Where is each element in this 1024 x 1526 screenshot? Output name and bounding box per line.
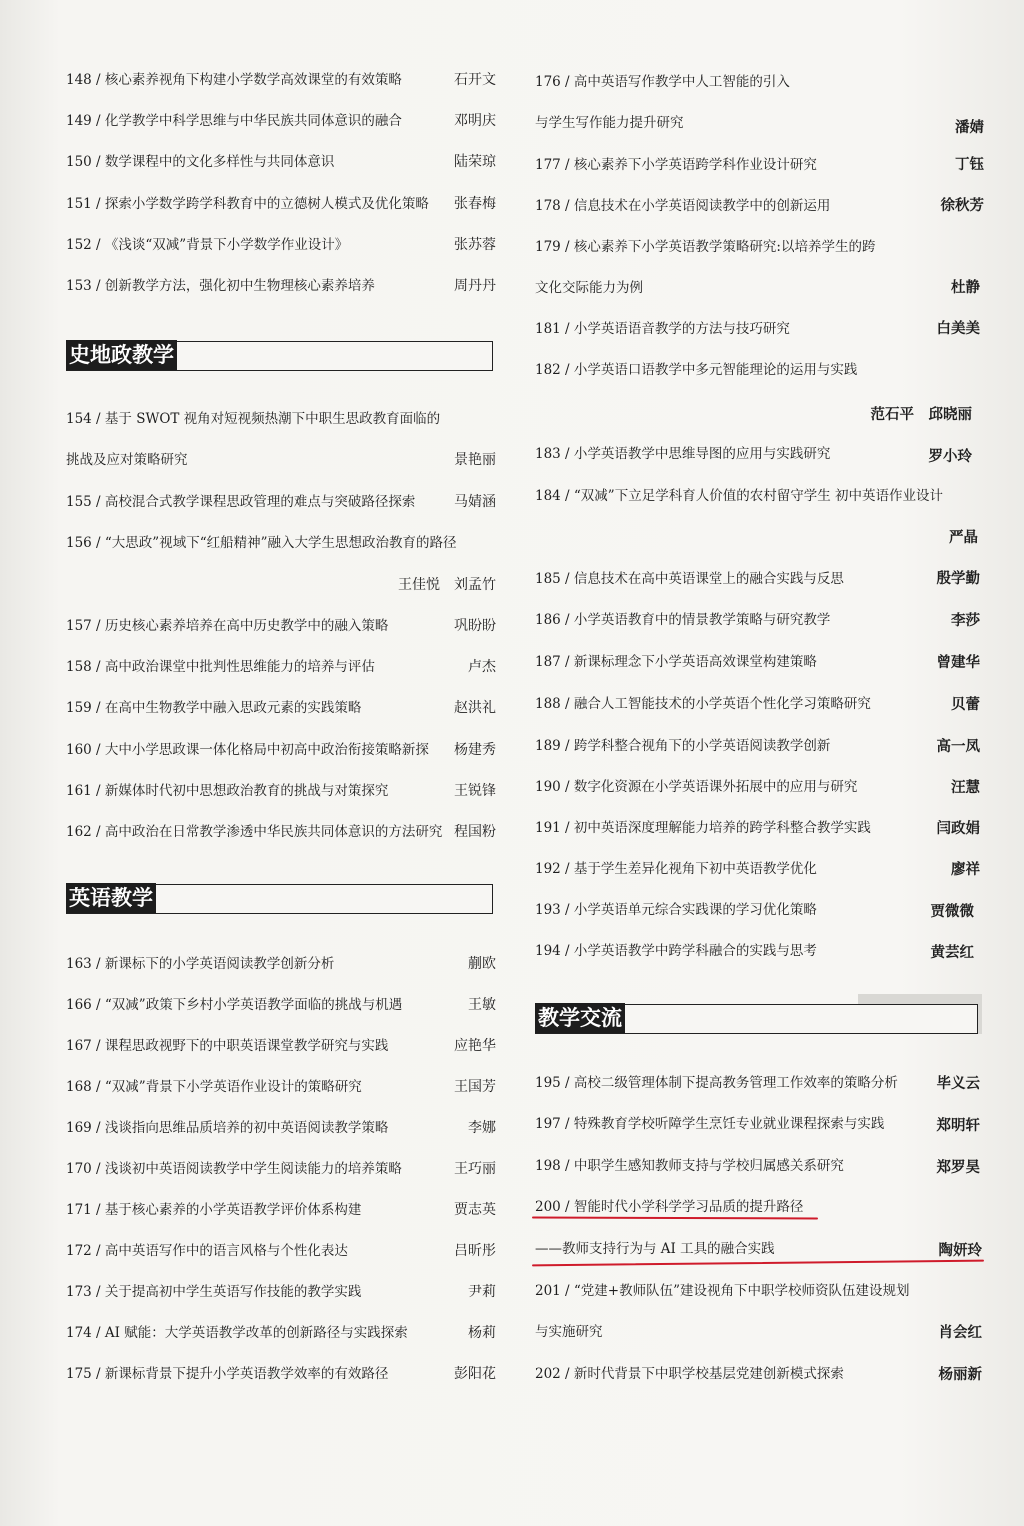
toc-entry[interactable]: 157 / 历史核心素养培养在高中历史教学中的融入策略	[66, 618, 389, 634]
toc-entry[interactable]: 175 / 新课标背景下提升小学英语教学效率的有效路径	[66, 1366, 389, 1382]
toc-author: 陶妍玲	[938, 1242, 982, 1259]
toc-entry[interactable]: 194 / 小学英语教学中跨学科融合的实践与思考	[535, 943, 817, 959]
toc-entry[interactable]: 158 / 高中政治课堂中批判性思维能力的培养与评估	[66, 659, 375, 675]
toc-entry[interactable]: 172 / 高中英语写作中的语言风格与个性化表达	[66, 1243, 348, 1259]
toc-entry[interactable]: 201 / “党建+教师队伍”建设视角下中职学校师资队伍建设规划	[535, 1283, 910, 1299]
toc-entry[interactable]: 151 / 探索小学数学跨学科教育中的立德树人模式及优化策略	[66, 196, 429, 212]
toc-entry[interactable]: 177 / 核心素养下小学英语跨学科作业设计研究	[535, 157, 817, 173]
section-header-history	[66, 341, 493, 371]
toc-author: 石开文	[454, 72, 496, 88]
toc-author: 杨莉	[468, 1325, 496, 1341]
toc-author: 严晶	[949, 529, 978, 546]
section-header-exchange	[535, 1004, 978, 1034]
toc-entry[interactable]: 174 / AI 赋能：大学英语教学改革的创新路径与实践探索	[66, 1325, 408, 1341]
toc-entry[interactable]: 与学生写作能力提升研究	[535, 115, 684, 131]
toc-entry[interactable]: 188 / 融合人工智能技术的小学英语个性化学习策略研究	[535, 696, 871, 712]
toc-entry[interactable]: 198 / 中职学生感知教师支持与学校归属感关系研究	[535, 1158, 844, 1174]
toc-entry[interactable]: 181 / 小学英语语音教学的方法与技巧研究	[535, 321, 790, 337]
toc-author: 赵洪礼	[454, 700, 496, 716]
toc-entry[interactable]: 155 / 高校混合式教学课程思政管理的难点与突破路径探索	[66, 494, 416, 510]
toc-entry[interactable]: 挑战及应对策略研究	[66, 452, 188, 468]
toc-author: 杨建秀	[454, 742, 496, 758]
toc-entry[interactable]: 162 / 高中政治在日常教学渗透中华民族共同体意识的方法研究	[66, 824, 443, 840]
toc-author: 郑罗昊	[936, 1159, 980, 1176]
section-title: 史地政教学	[66, 340, 177, 370]
toc-author: 李莎	[951, 612, 980, 629]
toc-entry[interactable]: 152 / 《浅谈“双减”背景下小学数学作业设计》	[66, 237, 349, 253]
toc-author: 张春梅	[454, 196, 496, 212]
toc-author: 徐秋芳	[940, 197, 984, 214]
toc-entry[interactable]: 166 / “双减”政策下乡村小学英语教学面临的挑战与机遇	[66, 997, 403, 1013]
toc-author: 曾建华	[936, 654, 980, 671]
toc-entry[interactable]: 168 / “双减”背景下小学英语作业设计的策略研究	[66, 1079, 362, 1095]
toc-entry[interactable]: 160 / 大中小学思政课一体化格局中初高中政治衔接策略新探	[66, 742, 429, 758]
toc-author: 王锐锋	[454, 783, 496, 799]
toc-entry[interactable]: 178 / 信息技术在小学英语阅读教学中的创新运用	[535, 198, 831, 214]
toc-entry[interactable]: 149 / 化学教学中科学思维与中华民族共同体意识的融合	[66, 113, 402, 129]
toc-author: 张苏蓉	[454, 237, 496, 253]
toc-author: 陆荣琼	[454, 154, 496, 170]
highlight-underline	[532, 1260, 984, 1267]
toc-entry[interactable]: 191 / 初中英语深度理解能力培养的跨学科整合教学实践	[535, 820, 871, 836]
toc-entry[interactable]: 169 / 浅谈指向思维品质培养的初中英语阅读教学策略	[66, 1120, 389, 1136]
toc-entry[interactable]: 154 / 基于 SWOT 视角对短视频热潮下中职生思政教育面临的	[66, 411, 441, 427]
section-header-english	[66, 884, 493, 914]
section-title: 英语教学	[66, 883, 156, 913]
toc-author: 闫政娟	[936, 820, 980, 837]
toc-entry[interactable]: 195 / 高校二级管理体制下提高教务管理工作效率的策略分析	[535, 1075, 898, 1091]
toc-author: 高一凤	[936, 738, 980, 755]
toc-author: 杜静	[951, 279, 980, 296]
toc-author: 罗小玲	[928, 448, 972, 465]
toc-entry[interactable]: 183 / 小学英语教学中思维导图的应用与实践研究	[535, 446, 831, 462]
toc-entry[interactable]: 185 / 信息技术在高中英语课堂上的融合实践与反思	[535, 571, 844, 587]
toc-author: 杨丽新	[938, 1366, 982, 1383]
toc-author: 贾微微	[930, 903, 974, 920]
toc-author: 吕昕彤	[454, 1243, 496, 1259]
toc-author: 巩盼盼	[454, 618, 496, 634]
toc-author: 贾志英	[454, 1202, 496, 1218]
toc-entry[interactable]: 156 / “大思政”视域下“红船精神”融入大学生思想政治教育的路径	[66, 535, 457, 551]
toc-author: 殷学勤	[936, 570, 980, 587]
toc-entry[interactable]: 202 / 新时代背景下中职学校基层党建创新模式探索	[535, 1366, 844, 1382]
toc-author: 李娜	[468, 1120, 496, 1136]
toc-entry[interactable]: 167 / 课程思政视野下的中职英语课堂教学研究与实践	[66, 1038, 389, 1054]
toc-entry[interactable]: 192 / 基于学生差异化视角下初中英语教学优化	[535, 861, 817, 877]
toc-entry[interactable]: 176 / 高中英语写作教学中人工智能的引入	[535, 74, 790, 90]
toc-author: 黄芸红	[930, 944, 974, 961]
toc-entry[interactable]: 189 / 跨学科整合视角下的小学英语阅读教学创新	[535, 738, 831, 754]
highlight-underline	[532, 1217, 818, 1220]
toc-entry[interactable]: 197 / 特殊教育学校听障学生烹饪专业就业课程探索与实践	[535, 1116, 885, 1132]
toc-entry[interactable]: 193 / 小学英语单元综合实践课的学习优化策略	[535, 902, 817, 918]
toc-author: 王佳悦 刘孟竹	[398, 577, 496, 593]
toc-author: 汪慧	[951, 779, 980, 796]
toc-author: 尹莉	[468, 1284, 496, 1300]
toc-entry[interactable]: 150 / 数学课程中的文化多样性与共同体意识	[66, 154, 335, 170]
toc-author: 范石平 邱晓丽	[870, 406, 972, 423]
toc-entry[interactable]: 159 / 在高中生物教学中融入思政元素的实践策略	[66, 700, 362, 716]
toc-entry[interactable]: 173 / 关于提高初中学生英语写作技能的教学实践	[66, 1284, 362, 1300]
toc-entry[interactable]: 187 / 新课标理念下小学英语高效课堂构建策略	[535, 654, 817, 670]
toc-author: 蒯欧	[468, 956, 496, 972]
toc-entry[interactable]: 179 / 核心素养下小学英语教学策略研究:以培养学生的跨	[535, 239, 876, 255]
toc-entry[interactable]: 161 / 新媒体时代初中思想政治教育的挑战与对策探究	[66, 783, 389, 799]
toc-author: 程国粉	[454, 824, 496, 840]
toc-author: 廖祥	[951, 861, 980, 878]
section-title: 教学交流	[535, 1003, 625, 1033]
toc-entry-highlighted[interactable]: ——教师支持行为与 AI 工具的融合实践	[535, 1241, 775, 1257]
toc-entry[interactable]: 171 / 基于核心素养的小学英语教学评价体系构建	[66, 1202, 362, 1218]
toc-author: 周丹丹	[454, 278, 496, 294]
toc-entry[interactable]: 文化交际能力为例	[535, 280, 643, 296]
toc-author: 应艳华	[454, 1038, 496, 1054]
toc-entry-highlighted[interactable]: 200 / 智能时代小学科学学习品质的提升路径	[535, 1199, 804, 1215]
toc-entry[interactable]: 与实施研究	[535, 1324, 603, 1340]
toc-entry[interactable]: 153 / 创新教学方法，强化初中生物理核心素养培养	[66, 278, 375, 294]
toc-entry[interactable]: 163 / 新课标下的小学英语阅读教学创新分析	[66, 956, 335, 972]
toc-entry[interactable]: 170 / 浅谈初中英语阅读教学中学生阅读能力的培养策略	[66, 1161, 402, 1177]
toc-author: 肖会红	[938, 1324, 982, 1341]
toc-author: 彭阳花	[454, 1366, 496, 1382]
toc-author: 王国芳	[454, 1079, 496, 1095]
toc-author: 丁钰	[955, 156, 984, 173]
toc-author: 邓明庆	[454, 113, 496, 129]
toc-author: 白美美	[936, 320, 980, 337]
toc-author: 郑明轩	[936, 1117, 980, 1134]
toc-entry[interactable]: 148 / 核心素养视角下构建小学数学高效课堂的有效策略	[66, 72, 402, 88]
toc-author: 毕义云	[936, 1075, 980, 1092]
toc-entry[interactable]: 184 / “双减”下立足学科育人价值的农村留守学生 初中英语作业设计	[535, 488, 943, 504]
toc-entry[interactable]: 186 / 小学英语教育中的情景教学策略与研究教学	[535, 612, 831, 628]
toc-entry[interactable]: 182 / 小学英语口语教学中多元智能理论的运用与实践	[535, 362, 858, 378]
toc-author: 王敏	[468, 997, 496, 1013]
toc-author: 卢杰	[468, 659, 496, 675]
toc-author: 贝蕾	[951, 696, 980, 713]
toc-author: 景艳丽	[454, 452, 496, 468]
toc-entry[interactable]: 190 / 数字化资源在小学英语课外拓展中的应用与研究	[535, 779, 858, 795]
toc-author: 王巧丽	[454, 1161, 496, 1177]
toc-author: 潘婧	[955, 119, 984, 136]
toc-author: 马婧涵	[454, 494, 496, 510]
